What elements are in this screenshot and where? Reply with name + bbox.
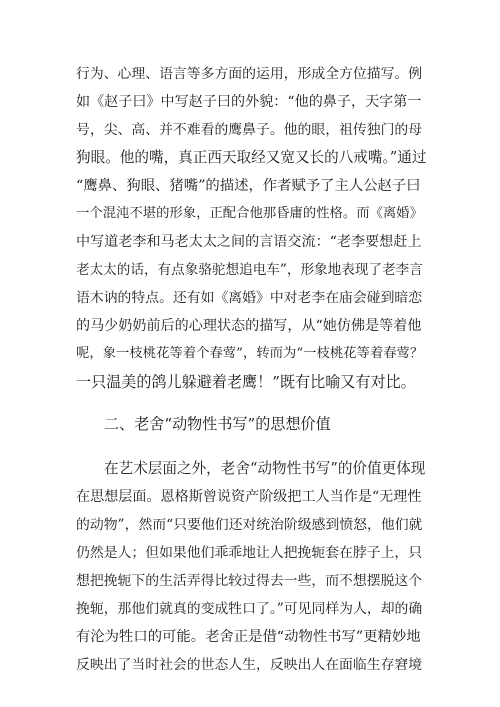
paragraph1-line-9: 语木讷的特点。还有如《离婚》中对老李在庙会碰到暗恋	[76, 290, 423, 306]
paragraph2-line-2: 在思想层面。恩格斯曾说资产阶级把工人当作是“无理性	[76, 489, 422, 505]
paragraph2-line-5: 想把挽轭下的生活弄得比较过得去一些，而不想摆脱这个	[76, 573, 423, 589]
paragraph1-line-12: 一只温美的鸽儿躲避着老鹰！”既有比喻又有对比。	[76, 373, 416, 391]
paragraph1-line-4: 狗眼。他的嘴，真正西天取经又宽又长的八戒嘴。”通过	[76, 149, 427, 166]
paragraph1-line-6: 一个混沌不堪的形象，正配合他那昏庸的性格。而《离婚》	[76, 206, 423, 221]
paragraph2-line-1: 在艺术层面之外，老舍“动物性书写”的价值更体现	[104, 460, 426, 477]
paragraph2-line-4: 仍然是人；但如果他们乖乖地让人把挽轭套在脖子上，只	[76, 545, 423, 561]
paragraph1-line-8: 老太太的话，有点象骆驼想追电车”，形象地表现了老李言	[76, 262, 423, 278]
paragraph1-line-11: 呢，象一枝桃花等着个春莺”，转而为“一枝桃花等着春莺？	[76, 346, 424, 361]
paragraph2-line-7: 有沦为牲口的可能。老舍正是借“动物性书写”更精妙地	[76, 629, 421, 645]
paragraph1-line-1: 行为、心理、语言等多方面的运用，形成全方位描写。例	[76, 66, 423, 82]
paragraph2-line-3: 的动物”，然而“只要他们还对统治阶级感到愤怒，他们就	[76, 517, 423, 533]
paragraph2-line-8: 反映出了当时社会的世态人生，反映出人在面临生存窘境	[76, 657, 423, 673]
section-heading: 二、老舍“动物性书写”的思想价值	[104, 415, 331, 433]
paragraph1-line-5: “鹰鼻、狗眼、猪嘴”的描述，作者赋予了主人公赵子曰	[76, 178, 421, 194]
paragraph1-line-10: 的马少奶奶前后的心理状态的描写，从“她仿佛是等着他	[76, 318, 422, 334]
paragraph2-line-6: 挽轭，那他们就真的变成牲口了。”可见同样为人，却的确	[76, 601, 423, 617]
paragraph1-line-7: 中写道老李和马老太太之间的言语交流：“老李要想赶上	[76, 234, 422, 250]
paragraph1-line-2: 如《赵子曰》中写赵子曰的外貌：“他的鼻子，天字第一	[76, 94, 422, 110]
paragraph1-line-3: 号，尖、高、并不难看的鹰鼻子。他的眼，祖传独门的母	[76, 122, 423, 138]
